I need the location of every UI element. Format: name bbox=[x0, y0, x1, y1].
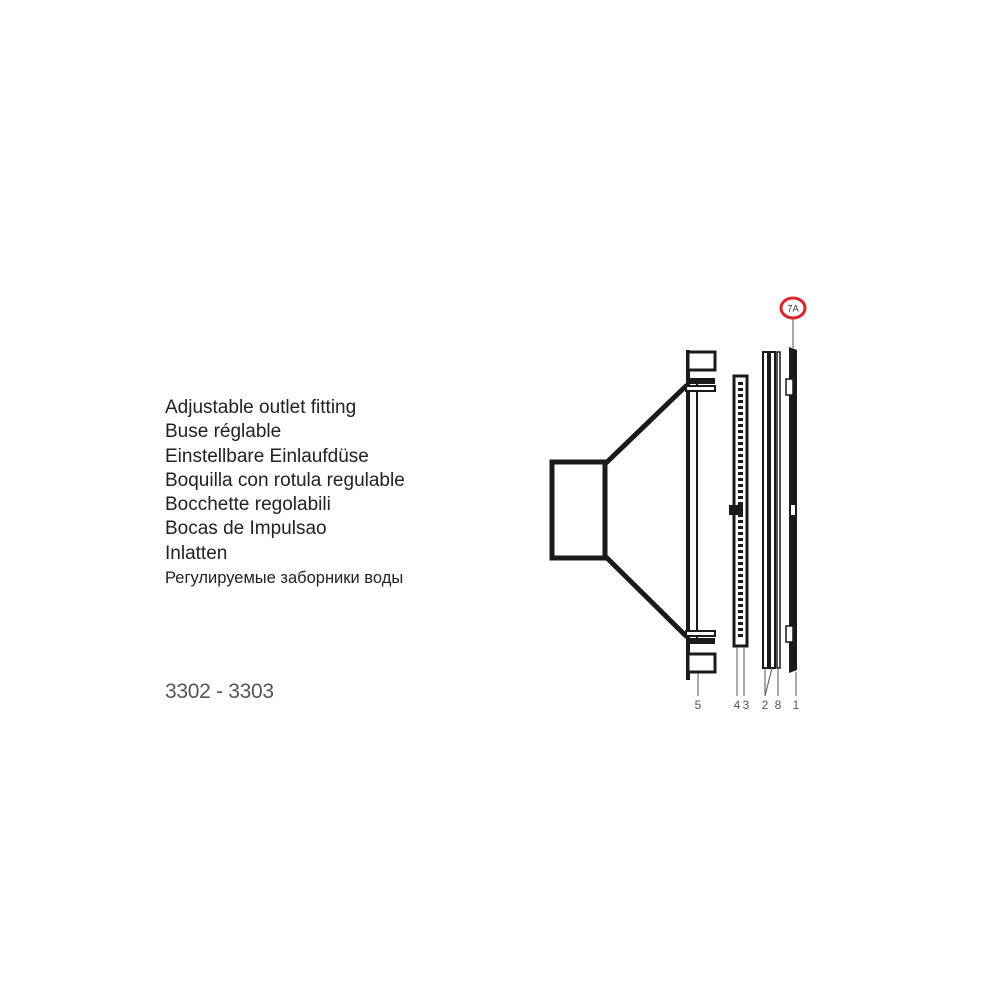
callout-7a-label: 7A bbox=[787, 303, 799, 315]
part-label-5: 5 bbox=[694, 698, 702, 712]
part-label-2: 2 bbox=[761, 698, 769, 712]
product-name-de: Einstellbare Einlaufdüse bbox=[165, 445, 369, 467]
gasket-set bbox=[763, 352, 780, 668]
part-label-1: 1 bbox=[792, 698, 800, 712]
part-label-8: 8 bbox=[774, 698, 782, 712]
product-name-nl: Inlatten bbox=[165, 542, 228, 564]
strainer-plate bbox=[729, 376, 747, 646]
product-name-ru: Регулируемые заборники воды bbox=[165, 569, 404, 588]
fitting-body bbox=[552, 350, 715, 680]
product-name-en: Adjustable outlet fitting bbox=[165, 397, 357, 418]
product-name-fr: Buse réglable bbox=[165, 421, 282, 443]
cover-plate bbox=[786, 347, 797, 673]
product-name-it: Bocchette regolabili bbox=[165, 494, 331, 516]
part-label-4: 4 bbox=[733, 698, 741, 712]
product-name-pt: Bocas de Impulsao bbox=[165, 518, 327, 540]
product-name-es: Boquilla con rotula regulable bbox=[165, 469, 405, 491]
model-numbers: 3302 - 3303 bbox=[165, 680, 274, 703]
part-label-3: 3 bbox=[742, 698, 750, 712]
